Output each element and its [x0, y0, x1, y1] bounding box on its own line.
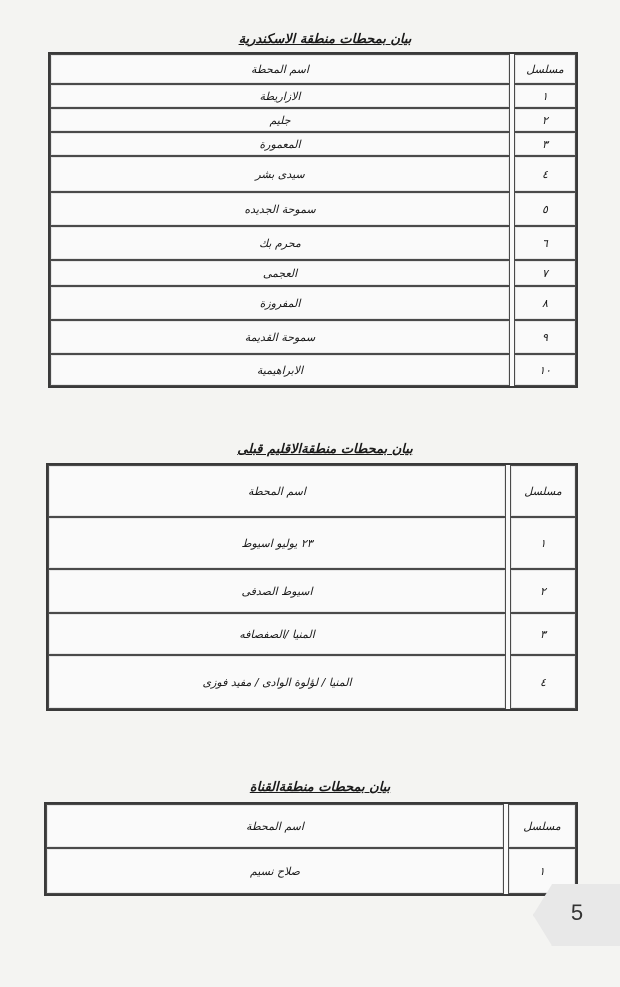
table-row [48, 613, 576, 655]
station-name: العجمى [50, 260, 510, 286]
station-name: المعمورة [50, 132, 510, 156]
table-row [50, 320, 576, 354]
table-row [50, 226, 576, 260]
table-row [48, 517, 576, 569]
table-row [50, 260, 576, 286]
table-row [50, 192, 576, 226]
upper-region-stations-table [46, 463, 578, 711]
station-serial: ٤ [510, 655, 576, 709]
station-name: ٢٣ يوليو اسيوط [48, 517, 506, 569]
table-row [48, 569, 576, 613]
table-row [50, 286, 576, 320]
alexandria-stations-table [48, 52, 578, 388]
station-serial: ٤ [514, 156, 576, 192]
station-name: سموحة القديمة [50, 320, 510, 354]
station-name: المنيا /الصفصافه [48, 613, 506, 655]
station-name: المفروزة [50, 286, 510, 320]
station-serial: ١ [508, 848, 576, 894]
header-serial: مسلسل [508, 804, 576, 848]
table-row [50, 132, 576, 156]
station-serial: ٩ [514, 320, 576, 354]
header-serial: مسلسل [510, 465, 576, 517]
station-name: المنيا / لؤلوة الوادى / مفيد فوزى [48, 655, 506, 709]
header-station-name: اسم المحطة [46, 804, 504, 848]
station-serial: ٧ [514, 260, 576, 286]
header-station-name: اسم المحطة [48, 465, 506, 517]
section-title-canal: بيان بمحطات منطقةالقناة [249, 780, 391, 795]
station-serial: ٢ [510, 569, 576, 613]
header-serial: مسلسل [514, 54, 576, 84]
station-serial: ٨ [514, 286, 576, 320]
page-number: 5 [570, 900, 584, 925]
station-name: الازاريطة [50, 84, 510, 108]
station-name: سموحة الجديده [50, 192, 510, 226]
station-name: سيدى بشر [50, 156, 510, 192]
station-name: الابراهيمية [50, 354, 510, 386]
station-serial: ١ [510, 517, 576, 569]
station-name: جليم [50, 108, 510, 132]
station-serial: ١٠ [514, 354, 576, 386]
station-serial: ٥ [514, 192, 576, 226]
header-station-name: اسم المحطة [50, 54, 510, 84]
table-header-row [50, 54, 576, 84]
table-row [50, 108, 576, 132]
table-row [50, 84, 576, 108]
station-serial: ٣ [510, 613, 576, 655]
station-serial: ٣ [514, 132, 576, 156]
canal-stations-table [44, 802, 578, 896]
table-row [46, 848, 576, 894]
station-name: محرم بك [50, 226, 510, 260]
station-serial: ٦ [514, 226, 576, 260]
table-header-row [46, 804, 576, 848]
table-row [50, 354, 576, 386]
station-serial: ٢ [514, 108, 576, 132]
section-title-alexandria: بيان بمحطات منطقة الاسكندرية [238, 32, 412, 47]
section-title-upper-region: بيان بمحطات منطقةالاقليم قبلى [237, 442, 413, 457]
table-header-row [48, 465, 576, 517]
station-serial: ١ [514, 84, 576, 108]
table-row [50, 156, 576, 192]
station-name: صلاح نسيم [46, 848, 504, 894]
station-name: اسيوط الصدفى [48, 569, 506, 613]
table-row [48, 655, 576, 709]
